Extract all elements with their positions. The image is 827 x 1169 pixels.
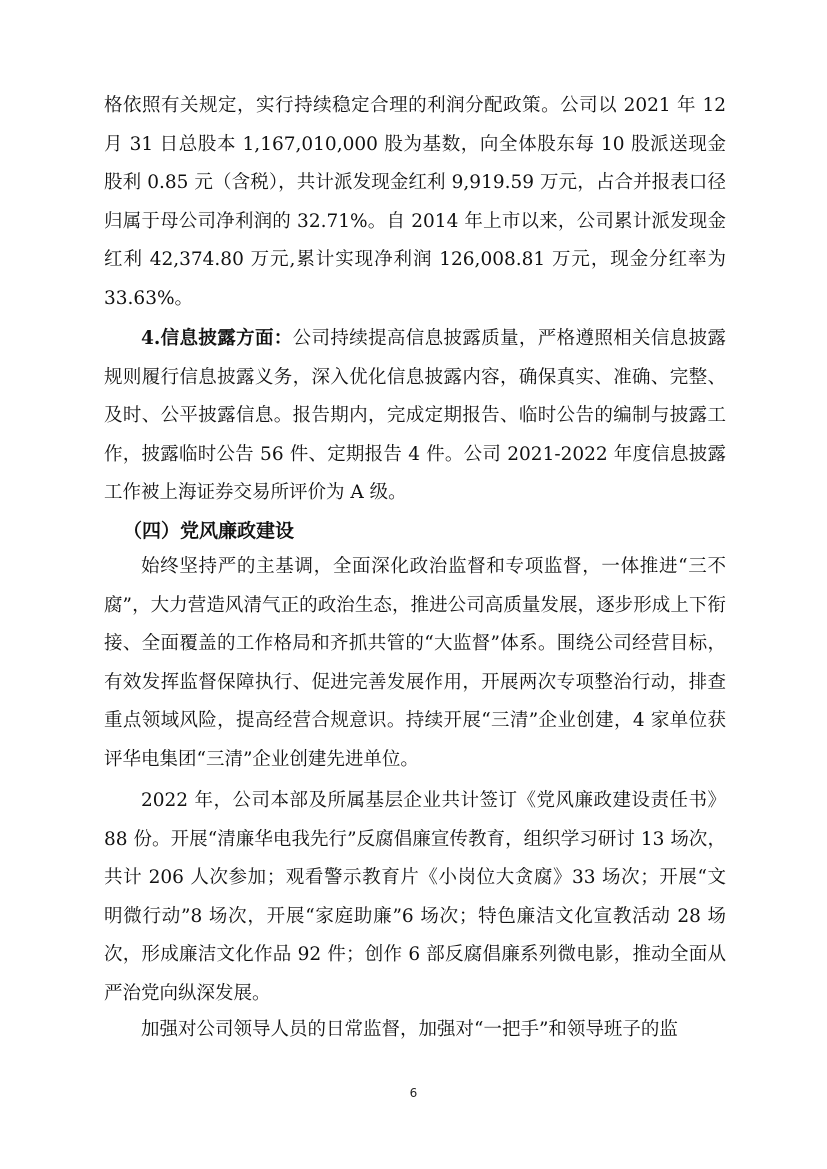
paragraph-supervision: 始终坚持严的主基调，全面深化政治监督和专项监督，一体推进“三不腐”，大力营造风清气正的政治生态，推进公司高质量发展，逐步形成上下衔接、全面覆盖的工作格局和齐抓共管的“大监督”体系。围绕公司经营目标，有效发挥监督保障执行、促进完善发展作用，开展两次专项整治行动，排查重点领域风险，提高经营合规意识。持续开展“三清”企业创建，4 家单位获评华电集团“三清”企业创建先进单位。 — [104, 556, 726, 770]
disclosure-label: 4.信息披露方面： — [141, 328, 293, 349]
paragraph-2022-activities: 2022 年，公司本部及所属基层企业共计签订《党风廉政建设责任书》88 份。开展“清廉华电我先行”反腐倡廉宣传教育，组织学习研讨 13 场次，共计 206 人次参加；观看警示教育片《小岗位大贪腐》33 场次；开展“文明微行动”8 场次，开展“家庭助廉”6 场次；特色廉洁文化宣教活动 28 场次，形成廉洁文化作品 92 件；创作 6 部反腐倡廉系列微电影，推动全面从严治党向纵深发展。 — [104, 790, 726, 1004]
paragraph-profit-distribution: 格依照有关规定，实行持续稳定合理的利润分配政策。公司以 2021 年 12 月 31 日总股本 1,167,010,000 股为基数，向全体股东每 10 股派送现金股利 0.85 元（含税），共计派发现金红利 9,919.59 万元，占合并报表口径归属于母公司净利润的 32.71%。自 2014 年上市以来，公司累计派发现金红利 42,374.80 万元,累计实现净利润 126,008.81 万元，现金分红率为 33.63%。 — [104, 95, 726, 309]
disclosure-body: 公司持续提高信息披露质量，严格遵照相关信息披露规则履行信息披露义务，深入优化信息披露内容，确保真实、准确、完整、及时、公平披露信息。报告期内，完成定期报告、临时公告的编制与披露工作，披露临时公告 56 件、定期报告 4 件。公司 2021-2022 年度信息披露工作被上海证券交易所评价为 A 级。 — [104, 328, 726, 504]
paragraph-information-disclosure — [104, 320, 726, 513]
section-heading-party-conduct: （四）党风廉政建设 — [123, 520, 295, 542]
page-number: 6 — [409, 1086, 418, 1100]
paragraph-leadership-supervision: 加强对公司领导人员的日常监督，加强对“一把手”和领导班子的监 — [141, 1019, 678, 1040]
